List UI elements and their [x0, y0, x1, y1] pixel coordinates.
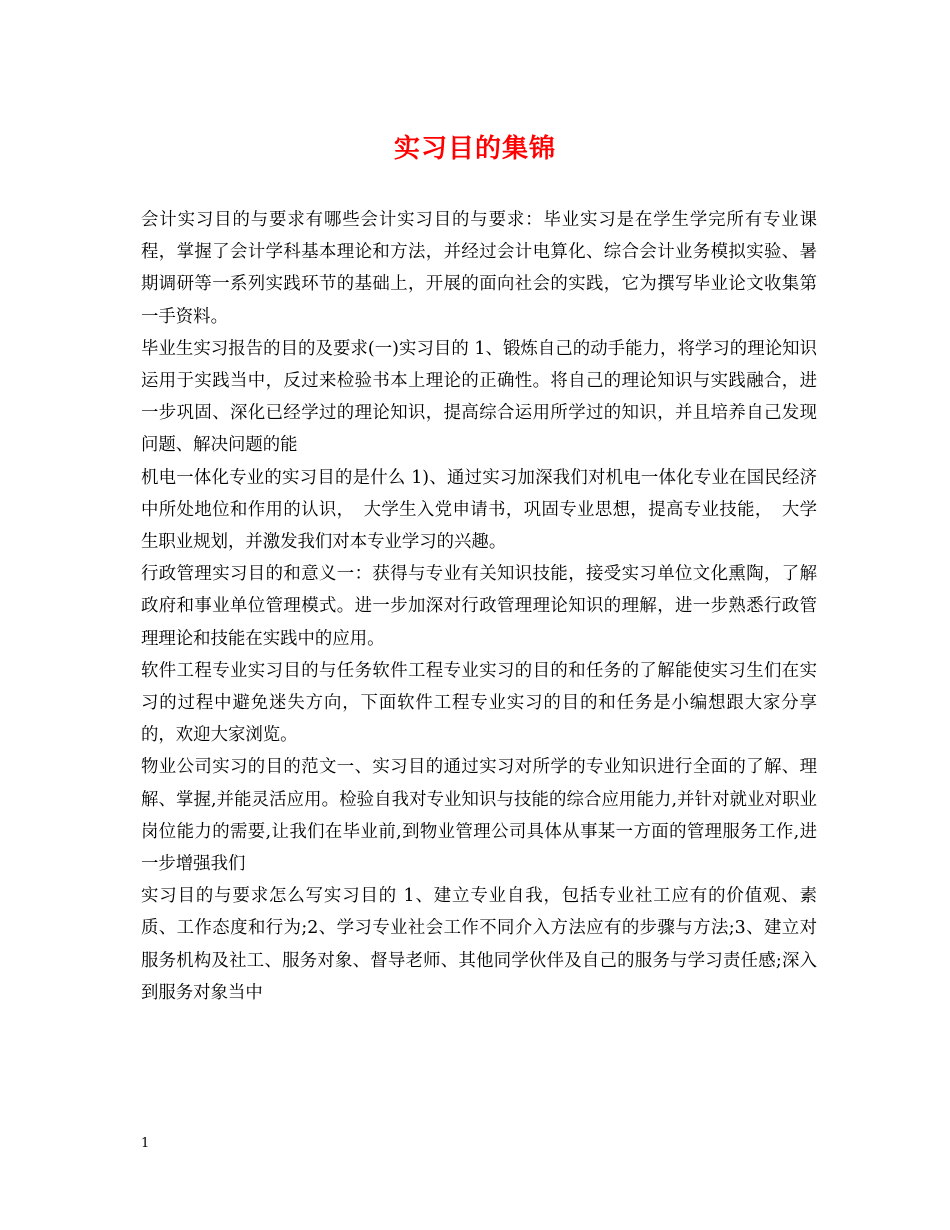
paragraph-administrative-management: 行政管理实习目的和意义一：获得与专业有关知识技能，接受实习单位文化熏陶，了解政府和事业单位管理模式。进一步加深对行政管理理论知识的理解，进一步熟悉行政管理理论和技能在实践中的应用。 — [141, 564, 817, 649]
page-number: 1 — [141, 1136, 150, 1151]
document-title: 实习目的集锦 — [393, 134, 556, 164]
paragraph-accounting-internship: 会计实习目的与要求有哪些会计实习目的与要求：毕业实习是在学生学完所有专业课程，掌握了会计学科基本理论和方法，并经过会计电算化、综合会计业务模拟实验、暑期调研等一系列实践环节的基础上，开展的面向社会的实践，它为撰写毕业论文收集第一手资料。 — [141, 210, 817, 327]
paragraph-requirements: 实习目的与要求怎么写实习目的 1、建立专业自我，包括专业社工应有的价值观、素质、工作态度和行为;2、学习专业社会工作不同介入方法应有的步骤与方法;3、建立对服务机构及社工、服务对象、督导老师、其他同学伙伴及自己的服务与学习责任感;深入到服务对象当中 — [141, 886, 817, 1003]
paragraph-property-company: 物业公司实习的目的范文一、实习目的通过实习对所学的专业知识进行全面的了解、理解、掌握,并能灵活应用。检验自我对专业知识与技能的综合应用能力,并针对就业对职业岗位能力的需要,让我们在毕业前,到物业管理公司具体从事某一方面的管理服务工作,进一步增强我们 — [141, 757, 817, 875]
paragraph-mechatronics: 机电一体化专业的实习目的是什么 1)、通过实习加深我们对机电一体化专业在国民经济中所处地位和作用的认识， 大学生入党申请书，巩固专业思想，提高专业技能， 大学生职业规划，并激发我们对本专业学习的兴趣。 — [141, 467, 817, 553]
document-body — [141, 204, 817, 1009]
paragraph-graduate-report: 毕业生实习报告的目的及要求(一)实习目的 1、锻炼自己的动手能力，将学习的理论知识运用于实践当中，反过来检验书本上理论的正确性。将自己的理论知识与实践融合，进一步巩固、深化已经学过的理论知识，提高综合运用所学过的知识，并且培养自己发现问题、解决问题的能 — [141, 338, 817, 456]
paragraph-software-engineering: 软件工程专业实习目的与任务软件工程专业实习的目的和任务的了解能使实习生们在实习的过程中避免迷失方向，下面软件工程专业实习的目的和任务是小编想跟大家分享的，欢迎大家浏览。 — [141, 660, 817, 746]
